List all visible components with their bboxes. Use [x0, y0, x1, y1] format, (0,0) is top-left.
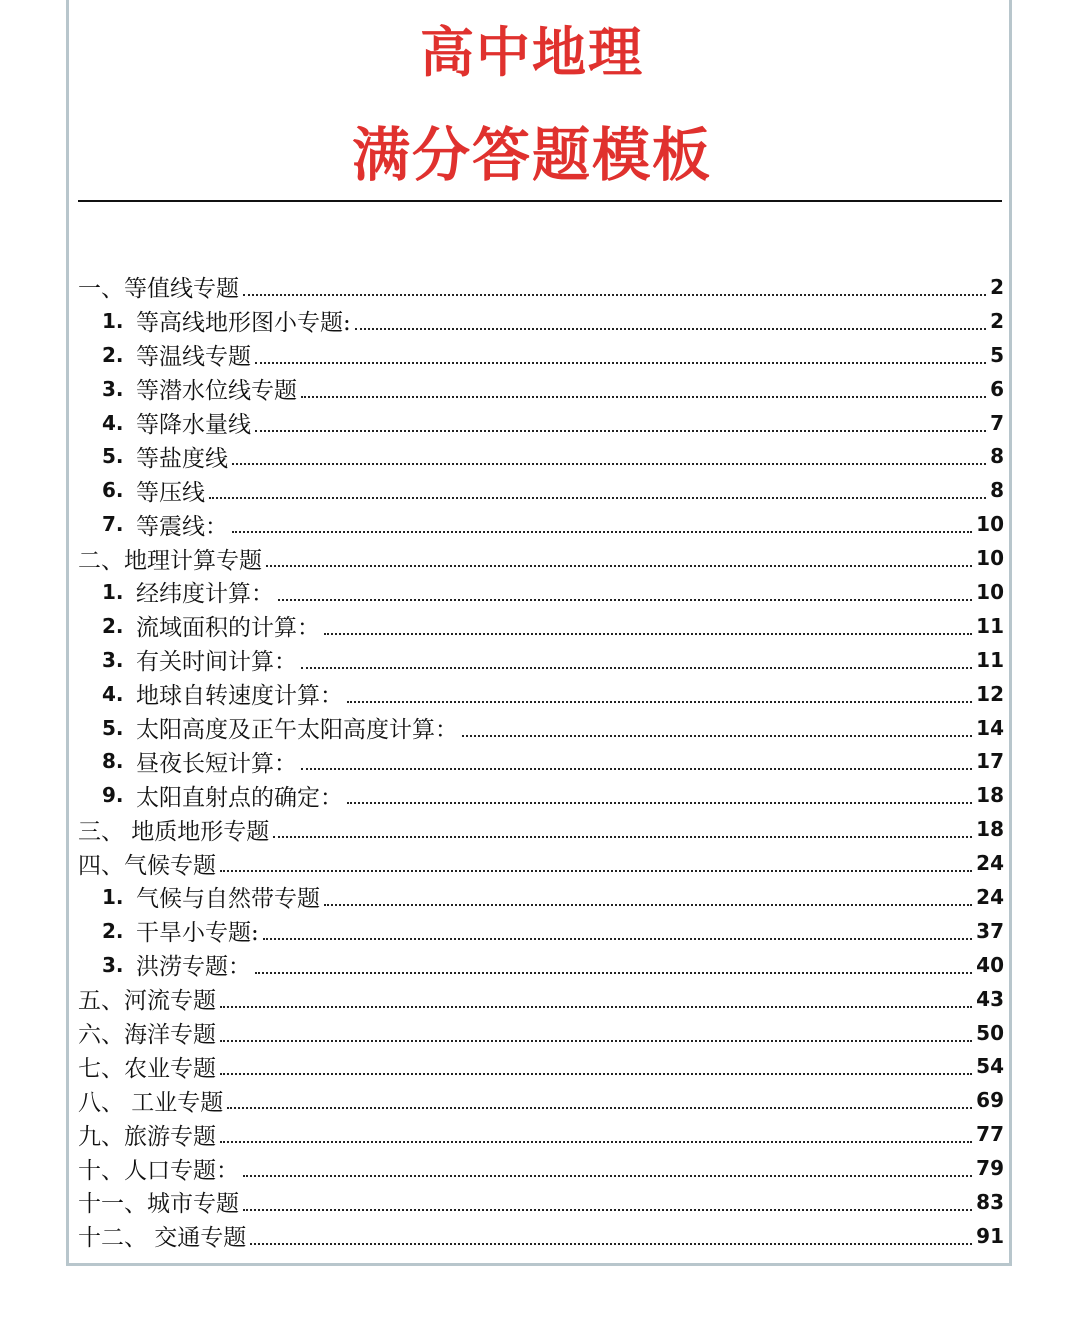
toc-dot-leader: [243, 294, 986, 296]
toc-entry[interactable]: [78, 541, 1004, 575]
toc-dot-leader: [250, 1243, 972, 1245]
toc-entry-label: 等震线：: [136, 513, 228, 540]
toc-entry-label: 五、河流专题: [78, 988, 216, 1015]
toc-dot-leader: [324, 633, 972, 635]
toc-entry-label: 四、气候专题: [78, 852, 216, 879]
toc-entry[interactable]: [78, 372, 1004, 406]
toc-page-number: 40: [976, 952, 1004, 977]
toc-entry[interactable]: [78, 643, 1004, 677]
toc-entry[interactable]: [78, 1049, 1004, 1083]
toc-dot-leader: [266, 565, 972, 567]
toc-entry[interactable]: [78, 338, 1004, 372]
toc-page-number: 18: [976, 817, 1004, 842]
toc-entry[interactable]: [78, 1083, 1004, 1117]
toc-entry-label: 一、等值线专题: [78, 276, 239, 303]
toc-entry-number: 1.: [102, 308, 124, 333]
toc-dot-leader: [301, 396, 986, 398]
toc-entry-label: 等高线地形图小专题:: [136, 310, 351, 337]
toc-page-number: 2: [990, 274, 1004, 299]
toc-entry-label: 地球自转速度计算：: [136, 683, 343, 710]
toc-page-number: 91: [976, 1223, 1004, 1248]
toc-page-number: 77: [976, 1122, 1004, 1147]
toc-dot-leader: [243, 1209, 972, 1211]
toc-page-number: 83: [976, 1189, 1004, 1214]
document-title-line1: 高中地理: [420, 21, 644, 84]
toc-entry[interactable]: [78, 744, 1004, 778]
toc-entry-label: 十一、城市专题: [78, 1191, 239, 1218]
toc-entry[interactable]: [78, 406, 1004, 440]
toc-entry-label: 八、 工业专题: [78, 1089, 224, 1116]
toc-entry-number: 3.: [102, 647, 124, 672]
toc-page-number: 12: [976, 681, 1004, 706]
toc-entry[interactable]: [78, 439, 1004, 473]
toc-dot-leader: [255, 430, 986, 432]
toc-entry-label: 洪涝专题：: [136, 954, 251, 981]
toc-page-number: 11: [976, 613, 1004, 638]
toc-entry[interactable]: [78, 473, 1004, 507]
toc-page-number: 37: [976, 918, 1004, 943]
toc-dot-leader: [209, 497, 986, 499]
toc-entry-number: 8.: [102, 749, 124, 774]
toc-entry[interactable]: [78, 507, 1004, 541]
toc-dot-leader: [243, 1175, 972, 1177]
toc-entry[interactable]: [78, 914, 1004, 948]
toc-entry[interactable]: [78, 982, 1004, 1016]
toc-entry-number: 1.: [102, 884, 124, 909]
toc-entry-label: 流域面积的计算：: [136, 615, 320, 642]
toc-entry[interactable]: [78, 609, 1004, 643]
toc-entry-label: 太阳高度及正午太阳高度计算：: [136, 717, 458, 744]
toc-entry-number: 3.: [102, 376, 124, 401]
toc-entry[interactable]: [78, 1185, 1004, 1219]
toc-entry[interactable]: [78, 880, 1004, 914]
toc-entry-label: 二、地理计算专题: [78, 547, 262, 574]
toc-dot-leader: [255, 362, 986, 364]
toc-page-number: 24: [976, 851, 1004, 876]
toc-entry-label: 等温线专题: [136, 344, 251, 371]
toc-dot-leader: [255, 972, 972, 974]
toc-dot-leader: [220, 1141, 972, 1143]
toc-entry[interactable]: [78, 846, 1004, 880]
toc-entry-label: 等压线: [136, 479, 205, 506]
toc-entry-label: 九、旅游专题: [78, 1123, 216, 1150]
toc-page-number: 14: [976, 715, 1004, 740]
toc-dot-leader: [355, 328, 986, 330]
toc-entry-label: 等降水量线: [136, 412, 251, 438]
toc-dot-leader: [263, 938, 972, 940]
toc-page-number: 18: [976, 783, 1004, 808]
toc-dot-leader: [220, 870, 972, 872]
toc-entry-number: 2.: [102, 918, 124, 943]
toc-entry-number: 5.: [102, 444, 124, 469]
toc-entry-label: 十、人口专题：: [78, 1157, 239, 1184]
toc-entry[interactable]: [78, 575, 1004, 609]
toc-entry[interactable]: [78, 711, 1004, 745]
toc-entry-number: 1.: [102, 579, 124, 604]
toc-entry-number: 4.: [102, 681, 124, 706]
toc-dot-leader: [278, 599, 972, 601]
toc-entry-number: 9.: [102, 783, 124, 808]
document-title-line2: 满分答题模板: [351, 121, 712, 189]
toc-dot-leader: [301, 667, 972, 669]
toc-entry[interactable]: [78, 812, 1004, 846]
toc-entry-label: 干旱小专题:: [136, 920, 259, 947]
toc-entry-number: 3.: [102, 952, 124, 977]
toc-entry-number: 7.: [102, 512, 124, 537]
toc-entry-label: 气候与自然带专题: [136, 886, 320, 913]
toc-dot-leader: [220, 1040, 972, 1042]
toc-page-number: 24: [976, 884, 1004, 909]
toc-entry[interactable]: [78, 677, 1004, 711]
toc-page-number: 10: [976, 579, 1004, 604]
toc-entry[interactable]: [78, 270, 1004, 304]
table-of-contents: [78, 270, 1004, 1253]
toc-page-number: 43: [976, 986, 1004, 1011]
toc-page-number: 11: [976, 647, 1004, 672]
toc-entry[interactable]: [78, 778, 1004, 812]
toc-entry[interactable]: [78, 1117, 1004, 1151]
toc-page-number: 54: [976, 1054, 1004, 1079]
toc-page-number: 6: [990, 376, 1004, 401]
toc-page-number: 5: [990, 342, 1004, 367]
toc-page-number: 10: [976, 512, 1004, 537]
toc-entry-label: 六、海洋专题: [78, 1022, 216, 1049]
toc-page-number: 17: [976, 749, 1004, 774]
toc-entry-label: 十二、 交通专题: [78, 1225, 247, 1252]
toc-page-number: 50: [976, 1020, 1004, 1045]
toc-dot-leader: [273, 836, 972, 838]
toc-entry-label: 七、农业专题: [78, 1055, 216, 1082]
toc-entry[interactable]: [78, 1219, 1004, 1253]
toc-page-number: 69: [976, 1088, 1004, 1113]
toc-page-number: 2: [990, 308, 1004, 333]
toc-entry[interactable]: [78, 1151, 1004, 1185]
toc-page-number: 79: [976, 1156, 1004, 1181]
toc-page-number: 10: [976, 546, 1004, 571]
toc-entry-number: 5.: [102, 715, 124, 740]
toc-entry-number: 2.: [102, 613, 124, 638]
toc-entry[interactable]: [78, 1016, 1004, 1050]
toc-entry[interactable]: [78, 948, 1004, 982]
toc-dot-leader: [220, 1006, 972, 1008]
toc-page-number: 8: [990, 444, 1004, 469]
toc-dot-leader: [232, 531, 972, 533]
toc-dot-leader: [227, 1107, 972, 1109]
toc-dot-leader: [347, 802, 972, 804]
toc-dot-leader: [462, 735, 972, 737]
toc-page-number: 7: [990, 410, 1004, 435]
toc-dot-leader: [220, 1073, 972, 1075]
toc-dot-leader: [232, 463, 986, 465]
toc-entry-number: 6.: [102, 478, 124, 503]
toc-dot-leader: [324, 904, 972, 906]
toc-dot-leader: [347, 701, 972, 703]
toc-entry-label: 有关时间计算：: [136, 649, 297, 676]
toc-entry[interactable]: [78, 304, 1004, 338]
toc-page-number: 8: [990, 478, 1004, 503]
toc-dot-leader: [301, 768, 972, 770]
toc-entry-label: 等潜水位线专题: [136, 378, 297, 405]
toc-entry-label: 经纬度计算：: [136, 581, 274, 608]
toc-entry-label: 三、 地质地形专题: [78, 818, 270, 845]
toc-entry-label: 昼夜长短计算：: [136, 750, 297, 777]
toc-entry-number: 2.: [102, 342, 124, 367]
toc-entry-label: 太阳直射点的确定：: [136, 784, 343, 811]
toc-entry-number: 4.: [102, 410, 124, 435]
title-divider: [78, 200, 1002, 202]
toc-entry-label: 等盐度线: [136, 445, 228, 472]
